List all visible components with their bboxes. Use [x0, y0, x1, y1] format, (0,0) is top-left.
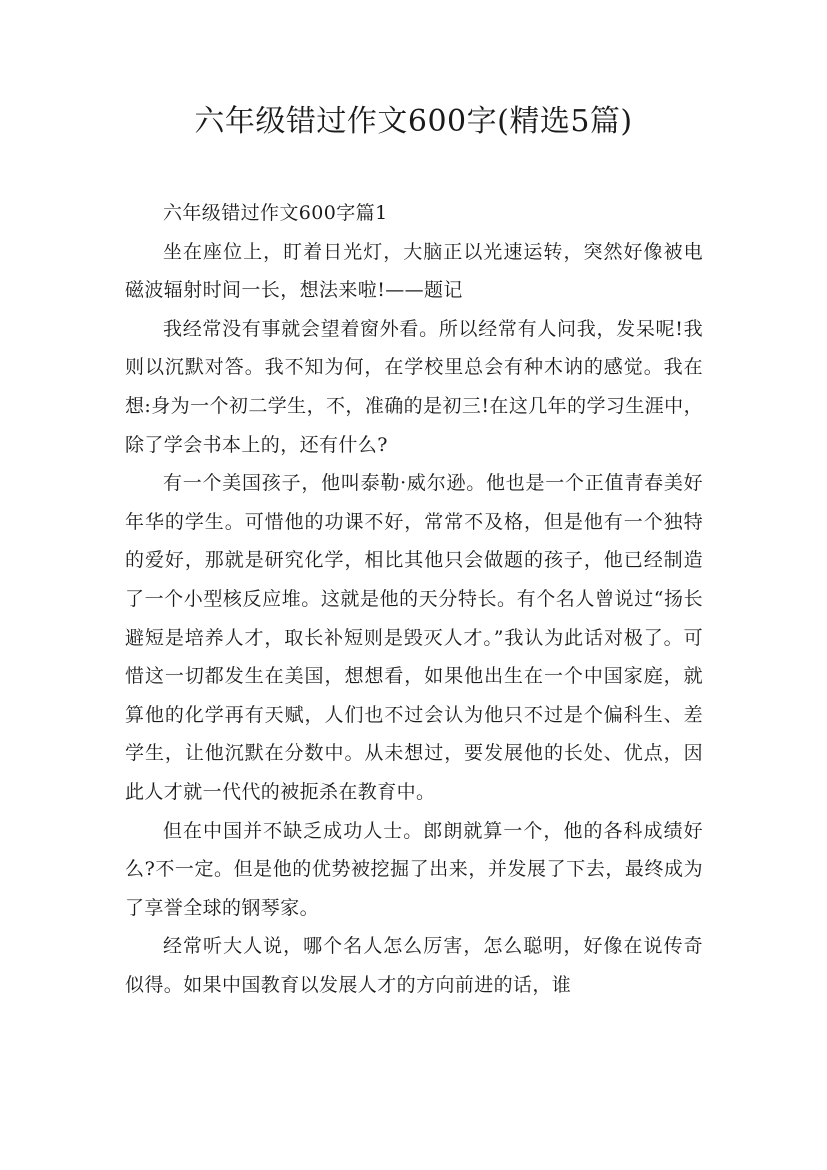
paragraph-1: 坐在座位上，盯着日光灯，大脑正以光速运转，突然好像被电磁波辐射时间一长，想法来啦!——题记 [125, 240, 703, 302]
section-heading: 六年级错过作文600字篇1 [163, 202, 388, 224]
paragraph-3: 有一个美国孩子，他叫泰勒·威尔逊。他也是一个正值青春美好年华的学生。可惜他的功课不好，常常不及格，但是他有一个独特的爱好，那就是研究化学，相比其他只会做题的孩子，他已经制造了一个小型核反应堆。这就是他的天分特长。有个名人曾说过“扬长避短是培养人才，取长补短则是毁灭人才。”我认为此话对极了。可惜这一切都发生在美国，想想看，如果他出生在一个中国家庭，就算他的化学再有天赋，人们也不过会认为他只不过是个偏科生、差学生，让他沉默在分数中。从未想过，要发展他的长处、优点，因此人才就一代代的被扼杀在教育中。 [125, 472, 703, 803]
document-body [125, 194, 703, 1004]
paragraph-2: 我经常没有事就会望着窗外看。所以经常有人问我，发呆呢!我则以沉默对答。我不知为何，在学校里总会有种木讷的感觉。我在想:身为一个初二学生，不，准确的是初三!在这几年的学习生涯中，除了学会书本上的，还有什么? [125, 317, 703, 456]
paragraph-4: 但在中国并不缺乏成功人士。郎朗就算一个，他的各科成绩好么?不一定。但是他的优势被挖掘了出来，并发展了下去，最终成为了享誉全球的钢琴家。 [125, 819, 703, 919]
document-title: 六年级错过作文600字(精选5篇) [194, 104, 633, 139]
paragraph-5: 经常听大人说，哪个名人怎么厉害，怎么聪明，好像在说传奇似得。如果中国教育以发展人才的方向前进的话，谁 [125, 935, 703, 996]
